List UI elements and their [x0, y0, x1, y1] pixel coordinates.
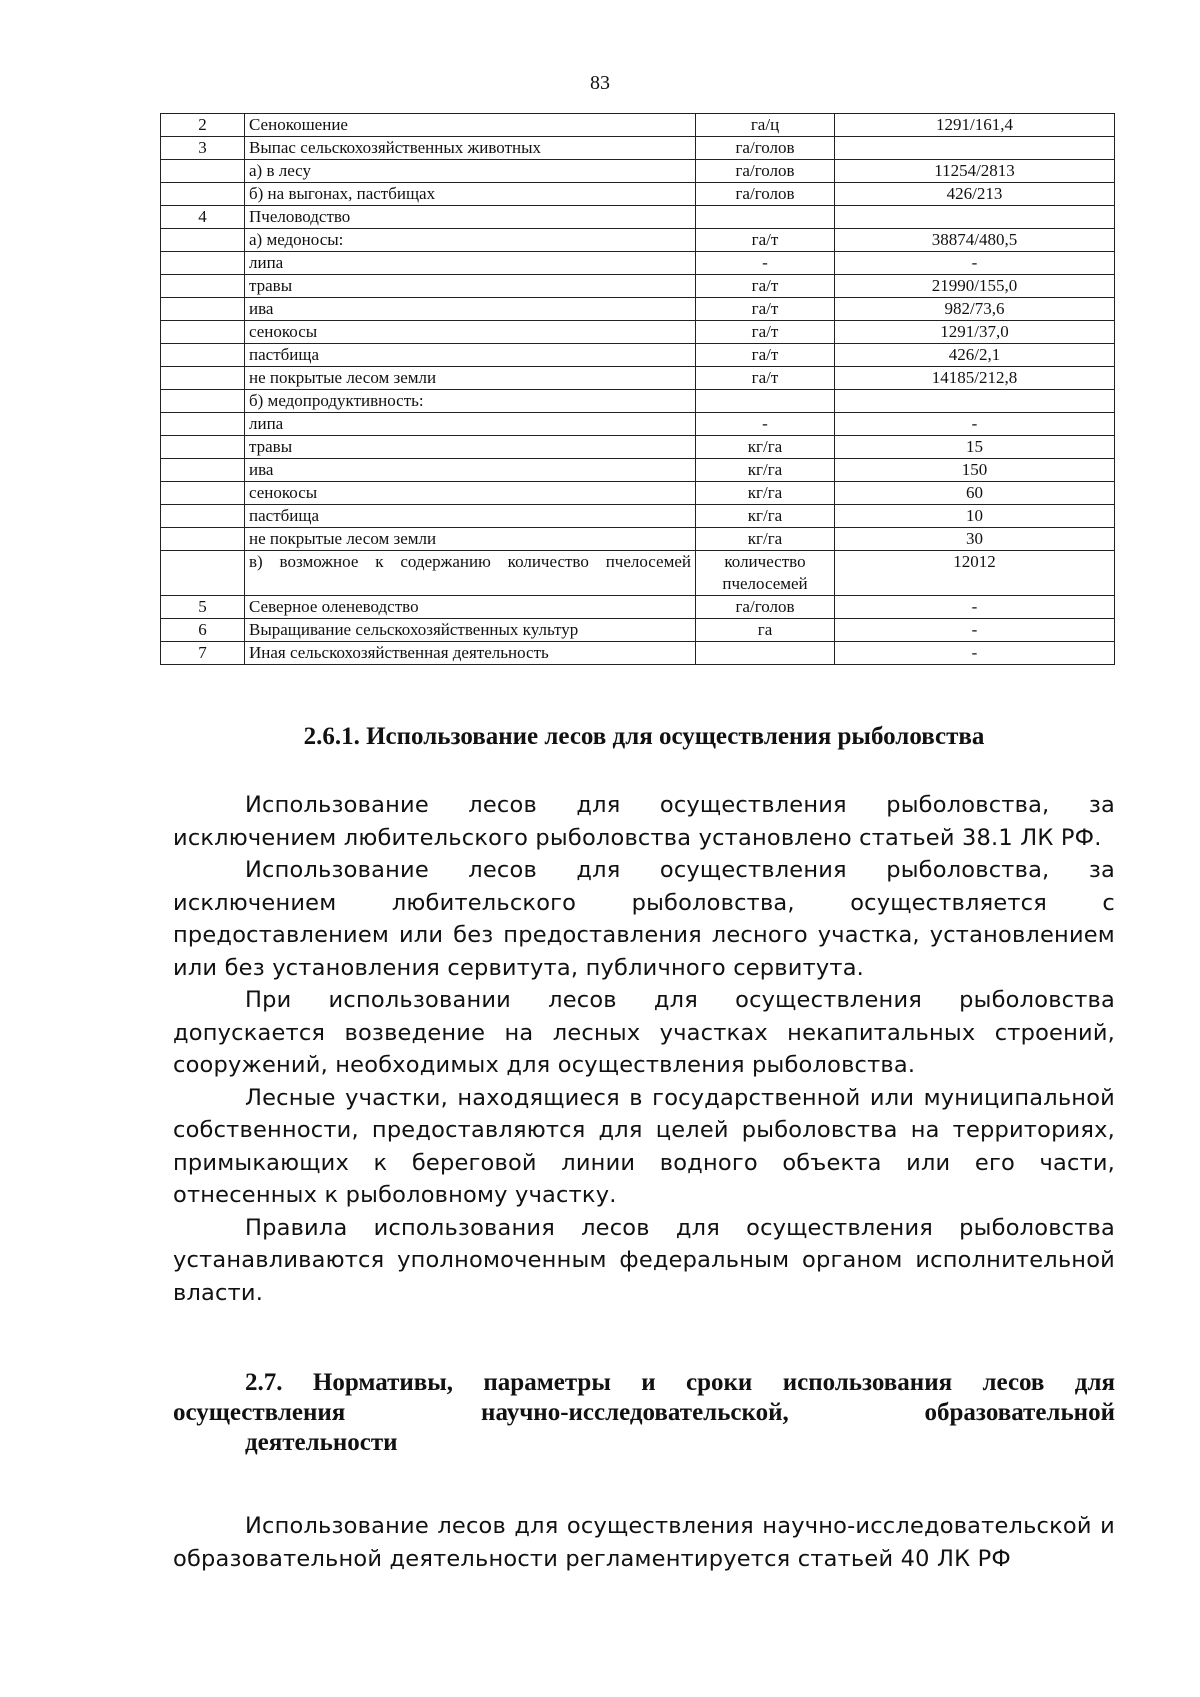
row-number: 4: [161, 206, 245, 229]
section-2-7: [173, 1368, 1115, 1458]
table-row: [161, 505, 1115, 528]
row-value: 982/73,6: [835, 298, 1115, 321]
row-number: [161, 229, 245, 252]
paragraph: Использование лесов для осуществления рыболовства, за исключением любительского рыболовства, осуществляется с предоставлением или без предоставления лесного участка, установлением или без установления сервитута, публичного сервитута.: [173, 857, 1115, 981]
row-unit: -: [696, 252, 835, 275]
row-value: 60: [835, 482, 1115, 505]
section-2-6-1: [173, 722, 1115, 752]
table-row: [161, 252, 1115, 275]
row-name: Выращивание сельскохозяйственных культур: [245, 619, 696, 642]
table-row: [161, 344, 1115, 367]
row-value: 11254/2813: [835, 160, 1115, 183]
section-heading: 2.6.1. Использование лесов для осуществления рыболовства: [303, 723, 985, 750]
row-unit: га/т: [696, 321, 835, 344]
table-row: [161, 596, 1115, 619]
section-2-7-body: [173, 1510, 1115, 1575]
row-value: 21990/155,0: [835, 275, 1115, 298]
row-name: а) в лесу: [245, 160, 696, 183]
row-name: Выпас сельскохозяйственных животных: [245, 137, 696, 160]
row-name: пастбища: [245, 344, 696, 367]
row-value: [835, 390, 1115, 413]
row-unit: га/голов: [696, 183, 835, 206]
table-row: [161, 482, 1115, 505]
table-row: [161, 321, 1115, 344]
row-name: ива: [245, 298, 696, 321]
row-number: 2: [161, 114, 245, 137]
section-heading-line: деятельности: [245, 1429, 398, 1456]
row-unit: га/т: [696, 344, 835, 367]
table-row: [161, 413, 1115, 436]
row-value: 1291/161,4: [835, 114, 1115, 137]
row-value: 1291/37,0: [835, 321, 1115, 344]
row-value: -: [835, 252, 1115, 275]
row-number: [161, 551, 245, 596]
table-row: [161, 367, 1115, 390]
section-heading-line: 2.7. Нормативы, параметры и сроки использования лесов для осуществления научно-исследовательской, образовательной: [173, 1369, 1115, 1426]
table-row: [161, 275, 1115, 298]
row-unit: кг/га: [696, 459, 835, 482]
row-unit: кг/га: [696, 528, 835, 551]
row-number: 5: [161, 596, 245, 619]
row-name: сенокосы: [245, 482, 696, 505]
row-unit: количество пчелосемей: [696, 551, 835, 596]
row-unit: га/т: [696, 275, 835, 298]
row-unit: га: [696, 619, 835, 642]
paragraph: Использование лесов для осуществления рыболовства, за исключением любительского рыболовства установлено статьей 38.1 ЛК РФ.: [173, 792, 1115, 851]
row-name: травы: [245, 275, 696, 298]
row-name: Иная сельскохозяйственная деятельность: [245, 642, 696, 665]
table-row: [161, 206, 1115, 229]
row-value: 150: [835, 459, 1115, 482]
row-value: 12012: [835, 551, 1115, 596]
row-unit: га/т: [696, 229, 835, 252]
row-number: [161, 413, 245, 436]
row-number: [161, 505, 245, 528]
paragraph: Использование лесов для осуществления научно-исследовательской и образовательной деятельности регламентируется статьей 40 ЛК РФ: [173, 1513, 1115, 1572]
row-name: не покрытые лесом земли: [245, 528, 696, 551]
row-value: -: [835, 413, 1115, 436]
section-heading: [173, 1368, 1115, 1458]
row-value: 38874/480,5: [835, 229, 1115, 252]
row-unit: га/голов: [696, 596, 835, 619]
row-name: не покрытые лесом земли: [245, 367, 696, 390]
row-number: [161, 367, 245, 390]
row-name: Пчеловодство: [245, 206, 696, 229]
table-row: [161, 298, 1115, 321]
row-number: [161, 482, 245, 505]
paragraph: Лесные участки, находящиеся в государственной или муниципальной собственности, предоставляются для целей рыболовства на территориях, примыкающих к береговой линии водного объекта или его части, отнесенных к рыболовному участку.: [173, 1084, 1115, 1208]
row-value: 15: [835, 436, 1115, 459]
row-unit: кг/га: [696, 505, 835, 528]
row-number: [161, 252, 245, 275]
row-value: [835, 206, 1115, 229]
row-number: [161, 183, 245, 206]
table-row: [161, 459, 1115, 482]
row-name: липа: [245, 252, 696, 275]
row-value: 426/213: [835, 183, 1115, 206]
row-unit: [696, 206, 835, 229]
row-number: 6: [161, 619, 245, 642]
row-unit: [696, 390, 835, 413]
row-name: ива: [245, 459, 696, 482]
row-number: [161, 390, 245, 413]
row-name: Сенокошение: [245, 114, 696, 137]
row-name: б) на выгонах, пастбищах: [245, 183, 696, 206]
row-name: пастбища: [245, 505, 696, 528]
table-row: [161, 114, 1115, 137]
table-row: [161, 642, 1115, 665]
data-table: [160, 113, 1115, 665]
row-number: [161, 436, 245, 459]
row-number: 7: [161, 642, 245, 665]
row-unit: [696, 642, 835, 665]
table-row: [161, 183, 1115, 206]
table-row: [161, 551, 1115, 596]
row-value: 10: [835, 505, 1115, 528]
row-unit: га/голов: [696, 160, 835, 183]
row-number: [161, 528, 245, 551]
row-unit: кг/га: [696, 436, 835, 459]
table-row: [161, 160, 1115, 183]
row-value: [835, 137, 1115, 160]
row-value: -: [835, 642, 1115, 665]
row-name: липа: [245, 413, 696, 436]
row-value: 426/2,1: [835, 344, 1115, 367]
row-number: [161, 321, 245, 344]
row-number: [161, 344, 245, 367]
row-value: -: [835, 596, 1115, 619]
table-row: [161, 390, 1115, 413]
row-unit: -: [696, 413, 835, 436]
row-value: -: [835, 619, 1115, 642]
row-name: травы: [245, 436, 696, 459]
paragraph: При использовании лесов для осуществления рыболовства допускается возведение на лесных участках некапитальных строений, сооружений, необходимых для осуществления рыболовства.: [173, 987, 1115, 1078]
table-row: [161, 137, 1115, 160]
row-name: в) возможное к содержанию количество пчелосемей: [245, 551, 696, 596]
row-number: [161, 298, 245, 321]
row-name: б) медопродуктивность:: [245, 390, 696, 413]
paragraph: Правила использования лесов для осуществления рыболовства устанавливаются уполномоченным федеральным органом исполнительной власти.: [173, 1214, 1115, 1306]
section-2-6-1-body: [173, 789, 1115, 1309]
row-number: [161, 459, 245, 482]
row-number: [161, 275, 245, 298]
row-name: а) медоносы:: [245, 229, 696, 252]
row-unit: кг/га: [696, 482, 835, 505]
table-body: [161, 114, 1115, 665]
row-value: 30: [835, 528, 1115, 551]
table-row: [161, 619, 1115, 642]
row-name: Северное оленеводство: [245, 596, 696, 619]
row-unit: га/т: [696, 298, 835, 321]
row-unit: га/голов: [696, 137, 835, 160]
table-row: [161, 436, 1115, 459]
row-number: 3: [161, 137, 245, 160]
row-unit: га/ц: [696, 114, 835, 137]
row-name: сенокосы: [245, 321, 696, 344]
row-number: [161, 160, 245, 183]
row-unit: га/т: [696, 367, 835, 390]
page-number: 83: [590, 72, 610, 94]
table-row: [161, 229, 1115, 252]
row-value: 14185/212,8: [835, 367, 1115, 390]
table-row: [161, 528, 1115, 551]
